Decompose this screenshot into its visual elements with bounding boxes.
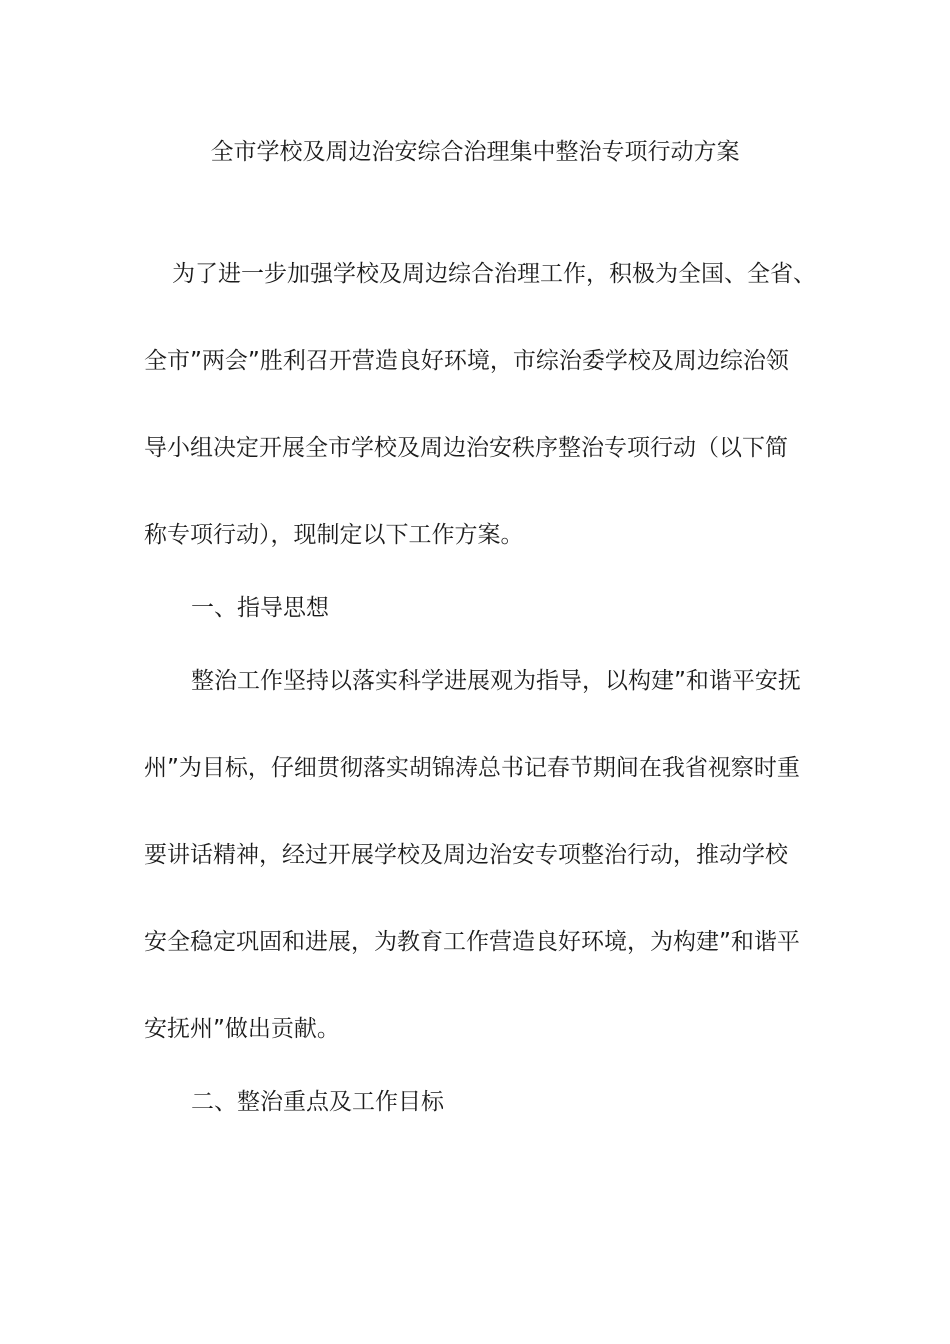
paragraph-line: 安抚州”做出贡献。: [144, 1016, 340, 1042]
section-heading: 一、指导思想: [191, 595, 329, 621]
paragraph-line: 整治工作坚持以落实科学进展观为指导，以构建”和谐平安抚: [191, 668, 801, 694]
paragraph-line: 要讲话精神，经过开展学校及周边治安专项整治行动，推动学校: [144, 842, 788, 868]
section-heading: 二、整治重点及工作目标: [191, 1089, 444, 1115]
paragraph-line: 称专项行动），现制定以下工作方案。: [144, 522, 524, 548]
paragraph-line: 安全稳定巩固和进展，为教育工作营造良好环境，为构建”和谐平: [144, 929, 800, 955]
document-title: 全市学校及周边治安综合治理集中整治专项行动方案: [210, 139, 740, 165]
paragraph-line: 为了进一步加强学校及周边综合治理工作，积极为全国、全省、: [172, 261, 816, 287]
paragraph-line: 州”为目标，仔细贯彻落实胡锦涛总书记春节期间在我省视察时重: [144, 755, 800, 781]
paragraph-line: 全市”两会”胜利召开营造良好环境，市综治委学校及周边综治领: [144, 348, 789, 374]
paragraph-line: 导小组决定开展全市学校及周边治安秩序整治专项行动（以下简: [144, 435, 788, 461]
